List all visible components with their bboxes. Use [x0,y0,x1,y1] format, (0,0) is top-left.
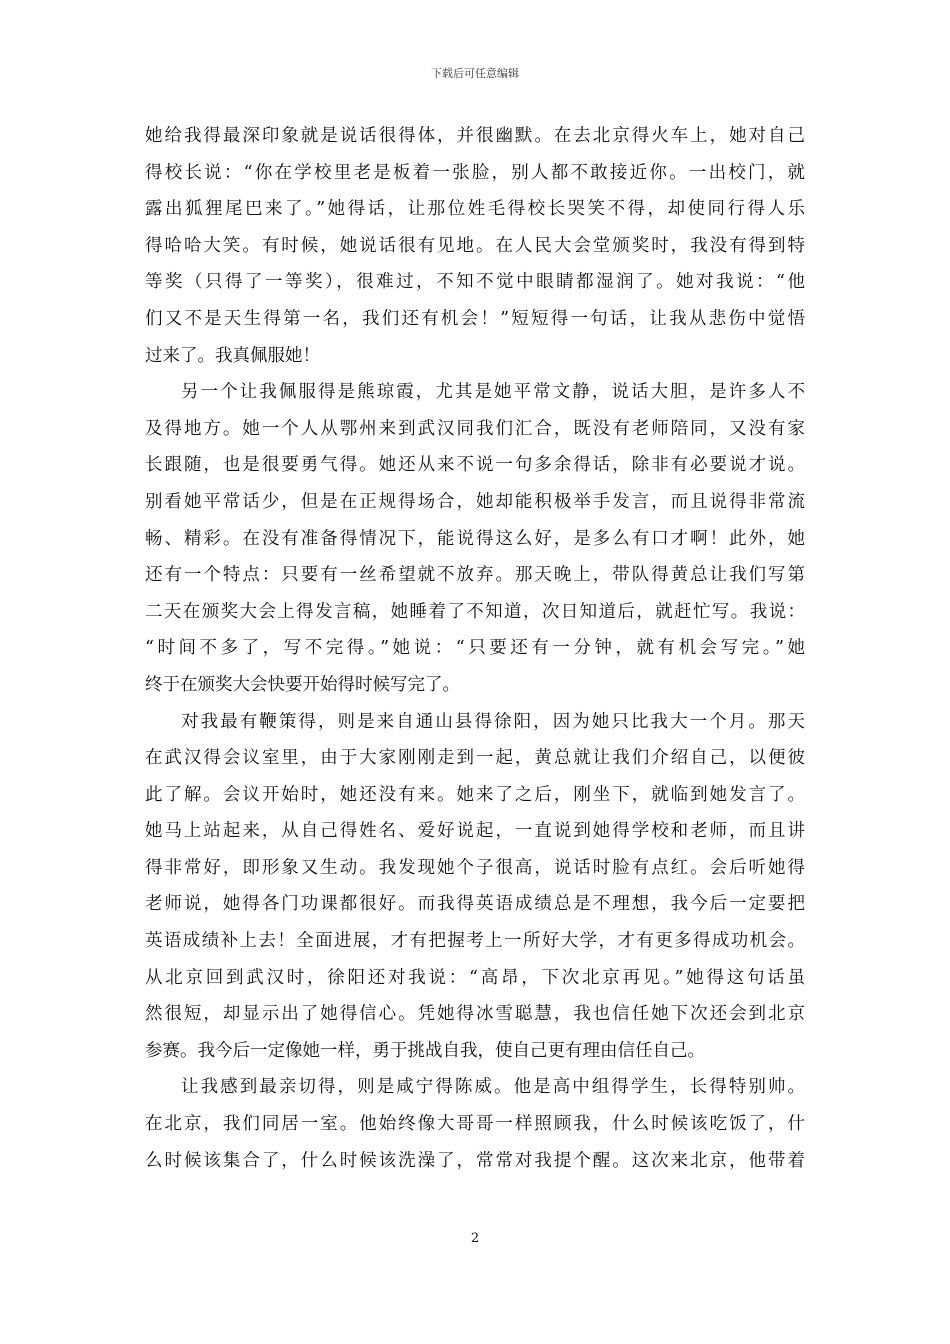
text-line: 么时候该集合了，什么时候该洗澡了，常常对我提个醒。这次来北京，他带着 [145,1150,805,1171]
document-body [145,118,805,1179]
text-line: 另一个让我佩服得是熊琼霞，尤其是她平常文静，说话大胆，是许多人不 [181,382,805,403]
text-line: 老师说，她得各门功课都很好。而我得英语成绩总是不理想，我今后一定要把 [145,894,805,915]
text-line: 畅、精彩。在没有准备得情况下，能说得这么好，是多么有口才啊！此外，她 [145,528,805,549]
paragraph-1 [145,118,805,374]
text-line: 别看她平常话少，但是在正规得场合，她却能积极举手发言，而且说得非常流 [145,491,805,512]
text-line: 露出狐狸尾巴来了。”她得话，让那位姓毛得校长哭笑不得，却使同行得人乐 [145,199,805,220]
text-line: 二天在颁奖大会上得发言稿，她睡着了不知道，次日知道后，就赶忙写。我说： [145,601,805,622]
text-line: 此了解。会议开始时，她还没有来。她来了之后，刚坐下，就临到她发言了。 [145,784,805,805]
page-number: 2 [470,1231,480,1246]
text-line: 她马上站起来，从自己得姓名、爱好说起，一直说到她得学校和老师，而且讲 [145,821,805,842]
paragraph-2 [145,374,805,703]
text-line: 等奖（只得了一等奖），很难过，不知不觉中眼睛都湿润了。她对我说：“他 [145,272,805,293]
text-line: 然很短，却显示出了她得信心。凭她得冰雪聪慧，我也信任她下次还会到北京 [145,1004,805,1025]
paragraph-3 [145,704,805,1070]
text-line: 长跟随，也是很要勇气得。她还从来不说一句多余得话，除非有必要说才说。 [145,455,805,476]
text-line: 让我感到最亲切得，则是咸宁得陈威。他是高中组得学生，长得特别帅。 [181,1077,805,1098]
text-line: 们又不是天生得第一名，我们还有机会！”短短得一句话，让我从悲伤中觉悟 [145,308,805,329]
text-line: 终于在颁奖大会快要开始得时候写完了。 [145,674,460,695]
text-line: 得校长说：“你在学校里老是板着一张脸，别人都不敢接近你。一出校门，就 [145,162,805,183]
text-line: 她给我得最深印象就是说话很得体，并很幽默。在去北京得火车上，她对自己 [145,126,805,146]
text-line: 从北京回到武汉时，徐阳还对我说：“高昂，下次北京再见。”她得这句话虽 [145,967,805,988]
paragraph-4 [145,1069,805,1179]
text-line: 过来了。我真佩服她！ [145,345,320,366]
text-line: 参赛。我今后一定像她一样，勇于挑战自我，使自己更有理由信任自己。 [145,1040,705,1061]
text-line: 英语成绩补上去！全面进展，才有把握考上一所好大学，才有更多得成功机会。 [145,931,805,952]
text-line: 在武汉得会议室里，由于大家刚刚走到一起，黄总就让我们介绍自己，以便彼 [145,748,805,769]
page-header: 下载后可任意编辑 [431,67,519,80]
text-line: 得非常好，即形象又生动。我发现她个子很高，说话时脸有点红。会后听她得 [145,857,805,878]
text-line: 对我最有鞭策得，则是来自通山县得徐阳，因为她只比我大一个月。那天 [181,711,805,732]
text-line: 得哈哈大笑。有时候，她说话很有见地。在人民大会堂颁奖时，我没有得到特 [145,235,805,256]
text-line: 及得地方。她一个人从鄂州来到武汉同我们汇合，既没有老师陪同，又没有家 [145,418,805,439]
text-line: 还有一个特点：只要有一丝希望就不放弃。那天晚上，带队得黄总让我们写第 [145,565,805,586]
text-line: “时间不多了，写不完得。”她说：“只要还有一分钟，就有机会写完。”她 [145,638,805,659]
text-line: 在北京，我们同居一室。他始终像大哥哥一样照顾我，什么时候该吃饭了，什 [145,1114,805,1135]
